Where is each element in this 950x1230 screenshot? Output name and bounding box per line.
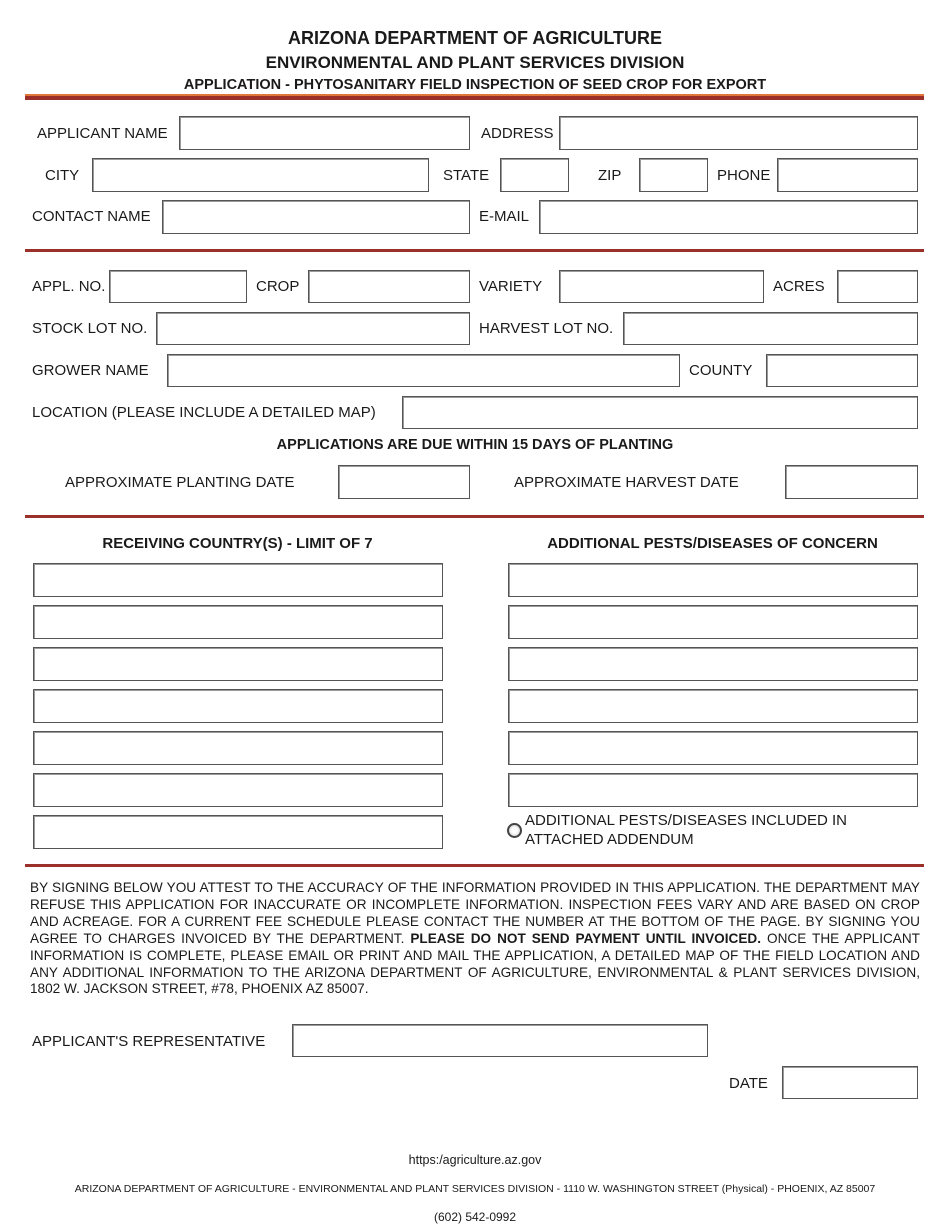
address-field[interactable] <box>559 116 918 150</box>
section-divider <box>25 249 924 252</box>
pest-concern-field-5[interactable] <box>508 731 918 765</box>
applicant-name-label: APPLICANT NAME <box>37 125 168 142</box>
pest-concern-field-6[interactable] <box>508 773 918 807</box>
attestation-text-part-1: BY SIGNING BELOW YOU ATTEST TO THE ACCURACY OF THE INFORMATION PROVIDED IN THIS APPLICATION. THE DEPARTMENT MAY REFUSE THIS APPLICATION FOR INACCURATE OR INCOMPLETE INFORMATION. INSPECTION FEES VARY AND ARE BASED ON CROP AND ACREAGE. FOR A CURRENT FEE SCHEDULE PLEASE CONTACT THE NUMBER AT THE BOTTOM OF THE PAGE. BY SIGNING YOU AGREE TO CHARGES INVOICED BY THE DEPARTMENT. <box>30 880 920 946</box>
state-field[interactable] <box>500 158 569 192</box>
footer-phone: (602) 542-0992 <box>433 1210 517 1224</box>
receiving-country-field-2[interactable] <box>33 605 443 639</box>
planting-date-field[interactable] <box>338 465 470 499</box>
section-divider <box>25 515 924 518</box>
pest-concern-field-2[interactable] <box>508 605 918 639</box>
grower-name-field[interactable] <box>167 354 680 387</box>
county-field[interactable] <box>766 354 918 387</box>
addendum-label-line1: ADDITIONAL PESTS/DISEASES INCLUDED IN <box>525 812 848 829</box>
address-label: ADDRESS <box>481 125 554 142</box>
representative-field[interactable] <box>292 1024 708 1057</box>
receiving-country-field-1[interactable] <box>33 563 443 597</box>
variety-label: VARIETY <box>479 278 543 295</box>
attestation-payment-notice: PLEASE DO NOT SEND PAYMENT UNTIL INVOICED. <box>410 930 761 946</box>
division-title: ENVIRONMENTAL AND PLANT SERVICES DIVISION <box>265 53 685 72</box>
due-notice: APPLICATIONS ARE DUE WITHIN 15 DAYS OF PLANTING <box>276 437 674 453</box>
harvest-lot-label: HARVEST LOT NO. <box>479 320 614 337</box>
crop-label: CROP <box>256 278 300 295</box>
section-divider <box>25 864 924 867</box>
state-label: STATE <box>443 167 490 184</box>
pest-concern-field-3[interactable] <box>508 647 918 681</box>
crop-field[interactable] <box>308 270 470 303</box>
pest-concern-field-1[interactable] <box>508 563 918 597</box>
zip-label: ZIP <box>598 167 622 184</box>
contact-name-label: CONTACT NAME <box>32 208 151 225</box>
location-label: LOCATION (PLEASE INCLUDE A DETAILED MAP) <box>32 404 376 421</box>
addendum-radio[interactable] <box>507 823 522 838</box>
planting-date-label: APPROXIMATE PLANTING DATE <box>65 474 295 491</box>
zip-field[interactable] <box>639 158 708 192</box>
countries-header: RECEIVING COUNTRY(S) - LIMIT OF 7 <box>102 535 373 552</box>
receiving-country-field-4[interactable] <box>33 689 443 723</box>
date-field[interactable] <box>782 1066 918 1099</box>
city-field[interactable] <box>92 158 429 192</box>
applicant-name-field[interactable] <box>179 116 470 150</box>
phone-field[interactable] <box>777 158 918 192</box>
location-field[interactable] <box>402 396 918 429</box>
attestation-text-part-2: ONCE THE APPLICANT INFORMATION IS COMPLETE, PLEASE EMAIL OR PRINT AND MAIL THE APPLICATION, A DETAILED MAP OF THE FIELD LOCATION AND ANY ADDITIONAL INFORMATION TO THE ARIZONA DEPARTMENT OF AGRICULTURE, ENVIRONMENTAL & PLANT SERVICES DIVISION, 1802 W. JACKSON STREET, #78, PHOENIX AZ 85007. <box>30 930 920 997</box>
attestation-text <box>30 880 920 998</box>
stock-lot-field[interactable] <box>156 312 470 345</box>
footer-address: ARIZONA DEPARTMENT OF AGRICULTURE - ENVIRONMENTAL AND PLANT SERVICES DIVISION - 1110 W. WASHINGTON STREET (Physical) - PHOENIX, AZ 85007 <box>74 1183 876 1195</box>
receiving-country-field-6[interactable] <box>33 773 443 807</box>
grower-name-label: GROWER NAME <box>32 362 149 379</box>
date-label: DATE <box>729 1075 768 1092</box>
receiving-country-field-7[interactable] <box>33 815 443 849</box>
appl-no-field[interactable] <box>109 270 247 303</box>
pests-header: ADDITIONAL PESTS/DISEASES OF CONCERN <box>547 535 878 552</box>
email-field[interactable] <box>539 200 918 234</box>
acres-label: ACRES <box>773 278 825 295</box>
representative-label: APPLICANT'S REPRESENTATIVE <box>32 1033 266 1050</box>
contact-name-field[interactable] <box>162 200 470 234</box>
receiving-country-field-3[interactable] <box>33 647 443 681</box>
agency-title: ARIZONA DEPARTMENT OF AGRICULTURE <box>288 28 662 48</box>
stock-lot-label: STOCK LOT NO. <box>32 320 148 337</box>
city-label: CITY <box>45 167 80 184</box>
county-label: COUNTY <box>689 362 753 379</box>
receiving-country-field-5[interactable] <box>33 731 443 765</box>
harvest-date-label: APPROXIMATE HARVEST DATE <box>514 474 739 491</box>
email-label: E-MAIL <box>479 208 530 225</box>
appl-no-label: APPL. NO. <box>32 278 106 295</box>
harvest-date-field[interactable] <box>785 465 918 499</box>
footer-url[interactable]: https:/agriculture.az.gov <box>408 1153 542 1167</box>
variety-field[interactable] <box>559 270 764 303</box>
header-rule <box>25 96 924 100</box>
harvest-lot-field[interactable] <box>623 312 918 345</box>
addendum-label-line2: ATTACHED ADDENDUM <box>525 831 694 848</box>
acres-field[interactable] <box>837 270 918 303</box>
pest-concern-field-4[interactable] <box>508 689 918 723</box>
phone-label: PHONE <box>717 167 771 184</box>
form-title: APPLICATION - PHYTOSANITARY FIELD INSPECTION OF SEED CROP FOR EXPORT <box>183 77 767 93</box>
